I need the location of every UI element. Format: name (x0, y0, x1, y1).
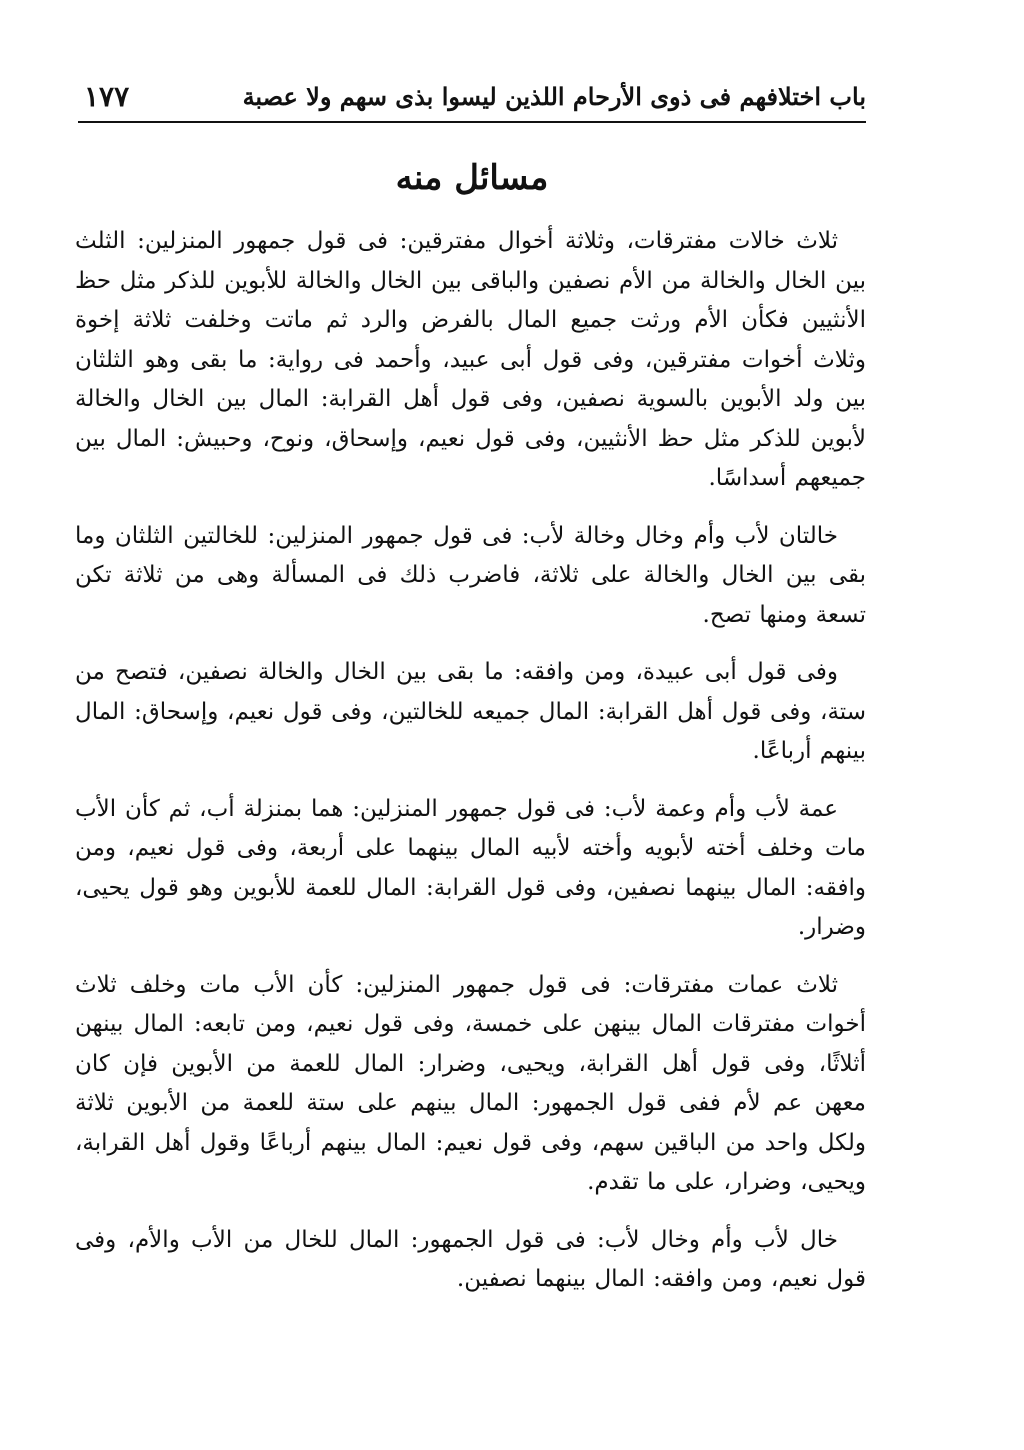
running-head: باب اختلافهم فى ذوى الأرحام اللذين ليسوا بذى سهم ولا عصبة (242, 82, 866, 111)
header-rule (78, 121, 866, 123)
paragraph: عمة لأب وأم وعمة لأب: فى قول جمهور المنزلين: هما بمنزلة أب، ثم كأن الأب مات وخلف أخته لأبويه وأخته لأبيه المال بينهما على أربعة، وفى قول نعيم، ومن وافقه: المال بينهما نصفين، وفى قول القرابة: المال للعمة للأبوين وهو قول يحيى، وضرار. (75, 795, 866, 940)
paragraph: خال لأب وأم وخال لأب: فى قول الجمهور: المال للخال من الأب والأم، وفى قول نعيم، ومن وافقه: المال بينهما نصفين. (75, 1226, 866, 1292)
paragraph: ثلاث خالات مفترقات، وثلاثة أخوال مفترقين: فى قول جمهور المنزلين: الثلث بين الخال والخالة من الأم نصفين والباقى بين الخال والخالة للأبوين للذكر مثل حظ الأنثيين فكأن الأم ورثت جميع المال بالفرض والرد ثم ماتت وخلفت ثلاثة إخوة وثلاث أخوات مفترقين، وفى قول أبى عبيد، وأحمد فى رواية: ما بقى وهو الثلثان بين ولد الأبوين بالسوية نصفين، وفى قول أهل القرابة: المال بين الخال والخالة لأبوين للذكر مثل حظ الأنثيين، وفى قول نعيم، وإسحاق، ونوح، وحبيش: المال بين جميعهم أسداسًا. (75, 228, 866, 491)
paragraph: ثلاث عمات مفترقات: فى قول جمهور المنزلين: كأن الأب مات وخلف ثلاث أخوات مفترقات المال بينهن على خمسة، وفى قول نعيم، ومن تابعه: المال بينهن أثلاثًا، وفى قول أهل القرابة، ويحيى، وضرار: المال للعمة من الأبوين فإن كان معهن عم لأم ففى قول الجمهور: المال بينهم على ستة للعمة من الأبوين ثلاثة ولكل واحد من الباقين سهم، وفى قول نعيم: المال بينهم أرباعًا وقول أهل القرابة، ويحيى، وضرار، على ما تقدم. (75, 971, 866, 1195)
section-title: مسائل منه (395, 158, 549, 198)
paragraph: وفى قول أبى عبيدة، ومن وافقه: ما بقى بين الخال والخالة نصفين، فتصح من ستة، وفى قول أهل القرابة: المال جميعه للخالتين، وفى قول نعيم، وإسحاق: المال بينهم أرباعًا. (75, 659, 866, 764)
page-number: ١٧٧ (84, 80, 130, 113)
paragraph: خالتان لأب وأم وخال وخالة لأب: فى قول جمهور المنزلين: للخالتين الثلثان وما بقى بين الخال والخالة على ثلاثة، فاضرب ذلك فى المسألة وهى من ثلاثة تكن تسعة ومنها تصح. (75, 522, 866, 628)
body-text (75, 222, 866, 1300)
page-header (78, 70, 866, 122)
